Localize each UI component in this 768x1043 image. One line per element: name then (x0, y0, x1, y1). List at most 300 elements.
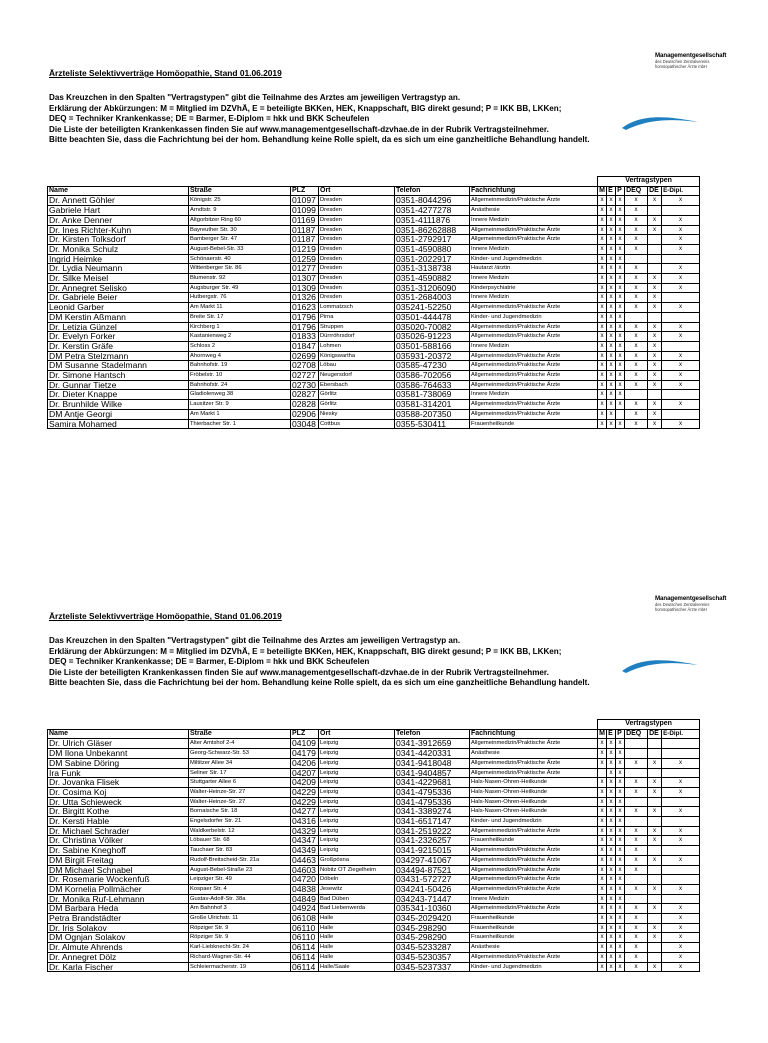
table-cell: x (648, 836, 662, 846)
intro-line: DEQ = Techniker Krankenkasse; DE = Barmer, E-Diplom = hkk und BKK Scheufelen (49, 114, 370, 124)
table-cell: x (648, 855, 662, 865)
table-cell: Löbau (319, 361, 395, 371)
table-cell: Cottbus (319, 419, 395, 429)
intro-line: Die Liste der beteiligten Krankenkassen finden Sie auf www.managementgesellschaft-dzvhae.de in der Rubrik Vertragsteilnehmer. (49, 667, 549, 677)
table-cell: x (598, 846, 607, 856)
table-cell: x (607, 904, 616, 914)
table-cell: Nobitz OT Ziegelheim (319, 865, 395, 875)
table-cell: Anästhesie (470, 943, 598, 953)
table-cell: 034243-71447 (395, 894, 470, 904)
table-cell: 01259 (291, 254, 319, 264)
table-cell: x (662, 225, 700, 235)
table-cell: x (662, 303, 700, 313)
table-cell: x (648, 409, 662, 419)
intro-line: Bitte beachten Sie, dass die Fachrichtung bei der hom. Behandlung keine Rolle spielt, da es sich um eine ganzheitliche Behandlung handelt. (49, 135, 590, 145)
table-cell: x (607, 943, 616, 953)
contract-types-header: Vertragstypen (598, 720, 700, 730)
column-header: E-Dipl. (662, 186, 700, 196)
table-cell: x (662, 351, 700, 361)
table-cell: Königswartha (319, 351, 395, 361)
table-cell: x (598, 303, 607, 313)
table-cell: x (648, 341, 662, 351)
table-cell: Dresden (319, 254, 395, 264)
table-cell: x (648, 807, 662, 817)
table-cell: 02699 (291, 351, 319, 361)
table-row (48, 904, 700, 914)
intro-line: Das Kreuzchen in den Spalten "Vertragstypen" gibt die Teilnahme des Arztes am jeweiligen Vertragstyp an. (49, 93, 461, 102)
table-cell: x (648, 758, 662, 768)
table-cell: x (648, 283, 662, 293)
table-cell: x (607, 196, 616, 206)
table-cell: Leipzig (319, 787, 395, 797)
table-cell: x (607, 206, 616, 216)
table-cell: x (607, 933, 616, 943)
table-cell: 0341-2326257 (395, 836, 470, 846)
table-row (48, 855, 700, 865)
table-cell: x (625, 206, 648, 216)
table-cell: 04209 (291, 778, 319, 788)
table-cell: x (607, 322, 616, 332)
table-cell: x (648, 923, 662, 933)
table-cell: Miltitzer Allee 34 (189, 758, 291, 768)
table-cell: x (648, 303, 662, 313)
table-cell: 0341-4229681 (395, 778, 470, 788)
table-cell: Ahornweg 4 (189, 351, 291, 361)
table-cell (662, 817, 700, 827)
table-cell: Gustav-Adolf-Str. 38a (189, 894, 291, 904)
table-cell: x (598, 225, 607, 235)
table-cell: 0351-86262888 (395, 225, 470, 235)
table-cell: x (648, 322, 662, 332)
table-cell: Seliner Str. 17 (189, 768, 291, 778)
table-cell: x (598, 264, 607, 274)
table-cell: x (648, 332, 662, 342)
table-cell: DM Sabine Döring (48, 758, 189, 768)
table-cell: 03586-764633 (395, 380, 470, 390)
table-cell: x (607, 274, 616, 284)
table-cell: x (662, 400, 700, 410)
column-header: Fachrichtung (470, 186, 598, 196)
table-cell: x (616, 322, 625, 332)
table-cell: Dr. Evelyn Forker (48, 332, 189, 342)
table-cell: Allgemeinmedizin/Praktische Ärzte (470, 235, 598, 245)
table-cell (625, 254, 648, 264)
table-cell: x (607, 768, 616, 778)
table-cell: Frauenheilkunde (470, 914, 598, 924)
table-cell: x (625, 846, 648, 856)
table-cell: DM Birgit Freitag (48, 855, 189, 865)
table-cell: 01219 (291, 244, 319, 254)
intro-line: DEQ = Techniker Krankenkasse; DE = Barmer, E-Diplom = hkk und BKK Scheufelen (49, 657, 370, 667)
table-cell: 01833 (291, 332, 319, 342)
table-cell: Halle (319, 914, 395, 924)
table-cell: x (607, 787, 616, 797)
table-cell: x (625, 361, 648, 371)
table-row (48, 884, 700, 894)
table-cell: 0351-3138738 (395, 264, 470, 274)
table-cell: x (607, 371, 616, 381)
column-header: Telefon (395, 186, 470, 196)
table-cell: x (648, 787, 662, 797)
table-cell: x (662, 855, 700, 865)
table-cell (662, 254, 700, 264)
table-cell: x (598, 826, 607, 836)
table-cell: x (616, 787, 625, 797)
table-cell: x (607, 283, 616, 293)
table-cell: Dr. Brunhilde Wilke (48, 400, 189, 410)
table-cell: Georg-Schwarz-Str. 53 (189, 749, 291, 759)
table-cell: x (607, 419, 616, 429)
table-cell: x (662, 962, 700, 972)
column-header: Fachrichtung (470, 729, 598, 739)
table-cell: Leipzig (319, 817, 395, 827)
table-cell: 0351-31206090 (395, 283, 470, 293)
table-cell: x (598, 778, 607, 788)
table-cell: x (648, 361, 662, 371)
table-cell: x (662, 371, 700, 381)
column-header: Name (48, 729, 189, 739)
table-cell: Halle (319, 952, 395, 962)
table-cell: Gladiolenweg 38 (189, 390, 291, 400)
table-cell: 0345-5237337 (395, 962, 470, 972)
table-row (48, 923, 700, 933)
table-row (48, 390, 700, 400)
table-cell: x (616, 875, 625, 885)
table-cell: Allgemeinmedizin/Praktische Ärzte (470, 952, 598, 962)
table-cell: Hutbergstr. 76 (189, 293, 291, 303)
table-cell: Tauchaer Str. 83 (189, 846, 291, 856)
table-row (48, 914, 700, 924)
table-cell: Dr. Jovanka Flisek (48, 778, 189, 788)
table-cell: x (616, 341, 625, 351)
table-cell: x (616, 797, 625, 807)
table-row (48, 303, 700, 313)
table-cell: x (662, 196, 700, 206)
table-cell: Kinderpsychiatrie (470, 283, 598, 293)
table-cell (662, 739, 700, 749)
table-cell: Schleiermacherstr. 19 (189, 962, 291, 972)
table-cell: x (616, 807, 625, 817)
table-cell: Dresden (319, 293, 395, 303)
table-cell: 01309 (291, 283, 319, 293)
table-row (48, 739, 700, 749)
table-cell: Große Ulrichstr. 11 (189, 914, 291, 924)
table-cell: x (598, 351, 607, 361)
table-cell: x (625, 778, 648, 788)
table-row (48, 894, 700, 904)
table-cell: Stuttgarter Allee 6 (189, 778, 291, 788)
table-cell (662, 206, 700, 216)
table-cell: 03048 (291, 419, 319, 429)
table-cell: x (648, 884, 662, 894)
table-cell: Görlitz (319, 400, 395, 410)
table-cell: Leipzig (319, 826, 395, 836)
table-cell: Dresden (319, 215, 395, 225)
table-cell: x (662, 952, 700, 962)
table-cell (648, 952, 662, 962)
table-cell: DM Ilona Unbekannt (48, 749, 189, 759)
logo-subtitle: des Deutschen Zentralvereins (655, 602, 710, 607)
table-cell: x (625, 332, 648, 342)
logo-subtitle: homöopathischer Ärzte mbH (655, 64, 707, 69)
table-cell: Thierbacher Str. 1 (189, 419, 291, 429)
column-header: M (598, 186, 607, 196)
table-cell: 03431-572727 (395, 875, 470, 885)
table-cell (662, 894, 700, 904)
table-cell: 04329 (291, 826, 319, 836)
table-cell (648, 312, 662, 322)
table-cell: x (616, 758, 625, 768)
table-cell (648, 235, 662, 245)
table-cell: Dr. Ulrich Gläser (48, 739, 189, 749)
table-cell: 01623 (291, 303, 319, 313)
table-cell: x (598, 400, 607, 410)
table-cell: Leipzig (319, 807, 395, 817)
table-cell: x (607, 846, 616, 856)
table-cell: Walter-Heinze-Str. 27 (189, 787, 291, 797)
table-cell: Dürrröhrsdorf (319, 332, 395, 342)
table-cell: x (616, 283, 625, 293)
table-cell: Dr. Ines Richter-Kuhn (48, 225, 189, 235)
table-cell: x (648, 933, 662, 943)
table-cell: x (625, 380, 648, 390)
logo-subtitle: des Deutschen Zentralvereins (655, 59, 710, 64)
table-cell: x (616, 962, 625, 972)
table-cell: 035341-10360 (395, 904, 470, 914)
table-cell: x (616, 264, 625, 274)
table-cell: x (648, 215, 662, 225)
table-cell: DM Antje Georgi (48, 409, 189, 419)
table-cell: x (662, 778, 700, 788)
table-cell: Allgemeinmedizin/Praktische Ärzte (470, 758, 598, 768)
table-cell: Bad Liebenwerda (319, 904, 395, 914)
table-cell: x (616, 380, 625, 390)
table-cell: Dr. Sabine Kneghoff (48, 846, 189, 856)
table-cell: x (607, 865, 616, 875)
table-cell: Augsburger Str. 49 (189, 283, 291, 293)
column-header: Telefon (395, 729, 470, 739)
table-cell: Königstr. 25 (189, 196, 291, 206)
table-cell: 04109 (291, 739, 319, 749)
table-cell: x (662, 274, 700, 284)
intro-line: Erklärung der Abkürzungen: M = Mitglied im DZVhÄ, E = beteiligte BKKen, HEK, Knappschaft, BIG direkt gesund; P = IKK BB, LKKen; (49, 646, 562, 656)
table-cell: Allgemeinmedizin/Praktische Ärzte (470, 875, 598, 885)
table-cell: x (598, 758, 607, 768)
logo-name: Managementgesellschaft (655, 52, 727, 59)
table-cell: x (598, 962, 607, 972)
table-cell: Hautarzt /ärztin (470, 264, 598, 274)
table-row (48, 875, 700, 885)
table-cell: Allgemeinmedizin/Praktische Ärzte (470, 904, 598, 914)
table-cell: x (662, 826, 700, 836)
table-cell: x (598, 904, 607, 914)
table-cell (648, 914, 662, 924)
table-cell: x (607, 875, 616, 885)
table-cell: Frauenheilkunde (470, 923, 598, 933)
table-cell: x (616, 371, 625, 381)
table-cell: Bamberger Str. 47 (189, 235, 291, 245)
table-cell: Anästhesie (470, 206, 598, 216)
table-cell: Dr. Christina Völker (48, 836, 189, 846)
table-cell: Samira Mohamed (48, 419, 189, 429)
table-cell: 0345-5230357 (395, 952, 470, 962)
table-cell: Döbeln (319, 875, 395, 885)
table-cell: x (616, 817, 625, 827)
table-cell: x (616, 419, 625, 429)
table-cell: x (616, 235, 625, 245)
table-cell (662, 312, 700, 322)
table-cell: x (607, 264, 616, 274)
document-page (0, 543, 768, 1043)
table-cell: x (648, 225, 662, 235)
doctor-table (47, 719, 700, 972)
table-cell: x (662, 361, 700, 371)
table-cell: x (662, 904, 700, 914)
table-cell: 04463 (291, 855, 319, 865)
table-cell: Allgemeinmedizin/Praktische Ärzte (470, 322, 598, 332)
table-cell: x (598, 332, 607, 342)
table-cell: Röpziger Str. 9 (189, 923, 291, 933)
table-cell: Dresden (319, 264, 395, 274)
table-cell: x (598, 361, 607, 371)
table-cell: Lommatzsch (319, 303, 395, 313)
table-cell: x (662, 884, 700, 894)
table-cell: x (598, 797, 607, 807)
table-cell: x (648, 293, 662, 303)
table-cell: x (598, 739, 607, 749)
column-header: Straße (189, 729, 291, 739)
table-cell: x (598, 923, 607, 933)
table-cell: x (598, 409, 607, 419)
table-row (48, 962, 700, 972)
table-cell: x (625, 235, 648, 245)
table-cell: x (607, 303, 616, 313)
table-row (48, 225, 700, 235)
table-cell: x (598, 312, 607, 322)
table-cell: Dr. Annegret Selisko (48, 283, 189, 293)
table-cell: x (625, 962, 648, 972)
table-cell: Am Markt 1 (189, 409, 291, 419)
table-cell (625, 739, 648, 749)
intro-text (49, 636, 749, 689)
document-title: Ärzteliste Selektivverträge Homöopathie, Stand 01.06.2019 (49, 68, 282, 78)
table-row (48, 943, 700, 953)
table-cell: x (598, 807, 607, 817)
table-cell: x (662, 380, 700, 390)
table-cell: x (598, 235, 607, 245)
table-cell: x (607, 952, 616, 962)
table-cell: 04720 (291, 875, 319, 885)
table-cell: x (662, 283, 700, 293)
table-cell: x (607, 758, 616, 768)
table-cell: x (607, 361, 616, 371)
table-cell: x (625, 826, 648, 836)
doctor-table (47, 176, 700, 429)
table-row (48, 749, 700, 759)
table-cell: x (625, 884, 648, 894)
column-header: Name (48, 186, 189, 196)
table-cell: x (616, 836, 625, 846)
table-cell: x (607, 739, 616, 749)
table-cell: 04206 (291, 758, 319, 768)
table-cell: 02827 (291, 390, 319, 400)
table-cell: x (662, 758, 700, 768)
table-cell: Dr. Cosima Koj (48, 787, 189, 797)
table-cell: Hals-Nasen-Ohren-Heilkunde (470, 787, 598, 797)
table-cell: x (625, 225, 648, 235)
table-cell: x (625, 855, 648, 865)
table-cell: x (662, 244, 700, 254)
table-cell: Dr. Gunnar Tietze (48, 380, 189, 390)
column-header: E-Dipl. (662, 729, 700, 739)
table-cell: x (616, 361, 625, 371)
table-cell: Allgemeinmedizin/Praktische Ärzte (470, 846, 598, 856)
table-cell: 0351-8044296 (395, 196, 470, 206)
table-cell: x (648, 962, 662, 972)
table-row (48, 933, 700, 943)
table-cell: Dr. Silke Meisel (48, 274, 189, 284)
table-cell: Kastanienweg 2 (189, 332, 291, 342)
table-cell: 04316 (291, 817, 319, 827)
table-cell: Dr. Simone Hantsch (48, 371, 189, 381)
table-cell (648, 206, 662, 216)
table-cell: 0341-9418048 (395, 758, 470, 768)
table-cell: DM Kornelia Pollmächer (48, 884, 189, 894)
table-cell: Bad Düben (319, 894, 395, 904)
table-cell: Großpösna (319, 855, 395, 865)
table-cell: x (616, 254, 625, 264)
table-cell: x (616, 274, 625, 284)
table-cell: 0345-298290 (395, 923, 470, 933)
table-cell: Bahnhofstr. 19 (189, 361, 291, 371)
table-cell: 0345-298290 (395, 933, 470, 943)
table-cell: x (662, 332, 700, 342)
table-cell: 01097 (291, 196, 319, 206)
table-cell: 04229 (291, 787, 319, 797)
table-cell: August-Bebel-Str. 33 (189, 244, 291, 254)
table-cell: Jesewitz (319, 884, 395, 894)
table-cell (662, 749, 700, 759)
logo-name: Managementgesellschaft (655, 595, 727, 602)
table-cell: 02708 (291, 361, 319, 371)
table-cell: x (598, 787, 607, 797)
intro-text (49, 93, 749, 146)
table-cell: x (598, 914, 607, 924)
table-cell: Dr. Karla Fischer (48, 962, 189, 972)
table-cell: x (607, 807, 616, 817)
table-row (48, 768, 700, 778)
table-cell (625, 390, 648, 400)
table-cell: x (625, 836, 648, 846)
table-cell: x (598, 196, 607, 206)
table-cell: 0351-2022917 (395, 254, 470, 264)
table-cell: x (616, 768, 625, 778)
table-cell: x (607, 215, 616, 225)
table-cell: Leipzig (319, 739, 395, 749)
table-cell: Hals-Nasen-Ohren-Heilkunde (470, 797, 598, 807)
table-cell: Leonid Garber (48, 303, 189, 313)
table-cell: Dr. Letizia Günzel (48, 322, 189, 332)
table-cell: x (625, 807, 648, 817)
table-cell: x (662, 943, 700, 953)
table-cell: Dr. Birgitt Kothe (48, 807, 189, 817)
table-cell: x (625, 758, 648, 768)
table-cell: x (607, 409, 616, 419)
table-cell: Allgemeinmedizin/Praktische Ärzte (470, 196, 598, 206)
table-row (48, 274, 700, 284)
table-cell (662, 293, 700, 303)
table-cell: x (625, 341, 648, 351)
